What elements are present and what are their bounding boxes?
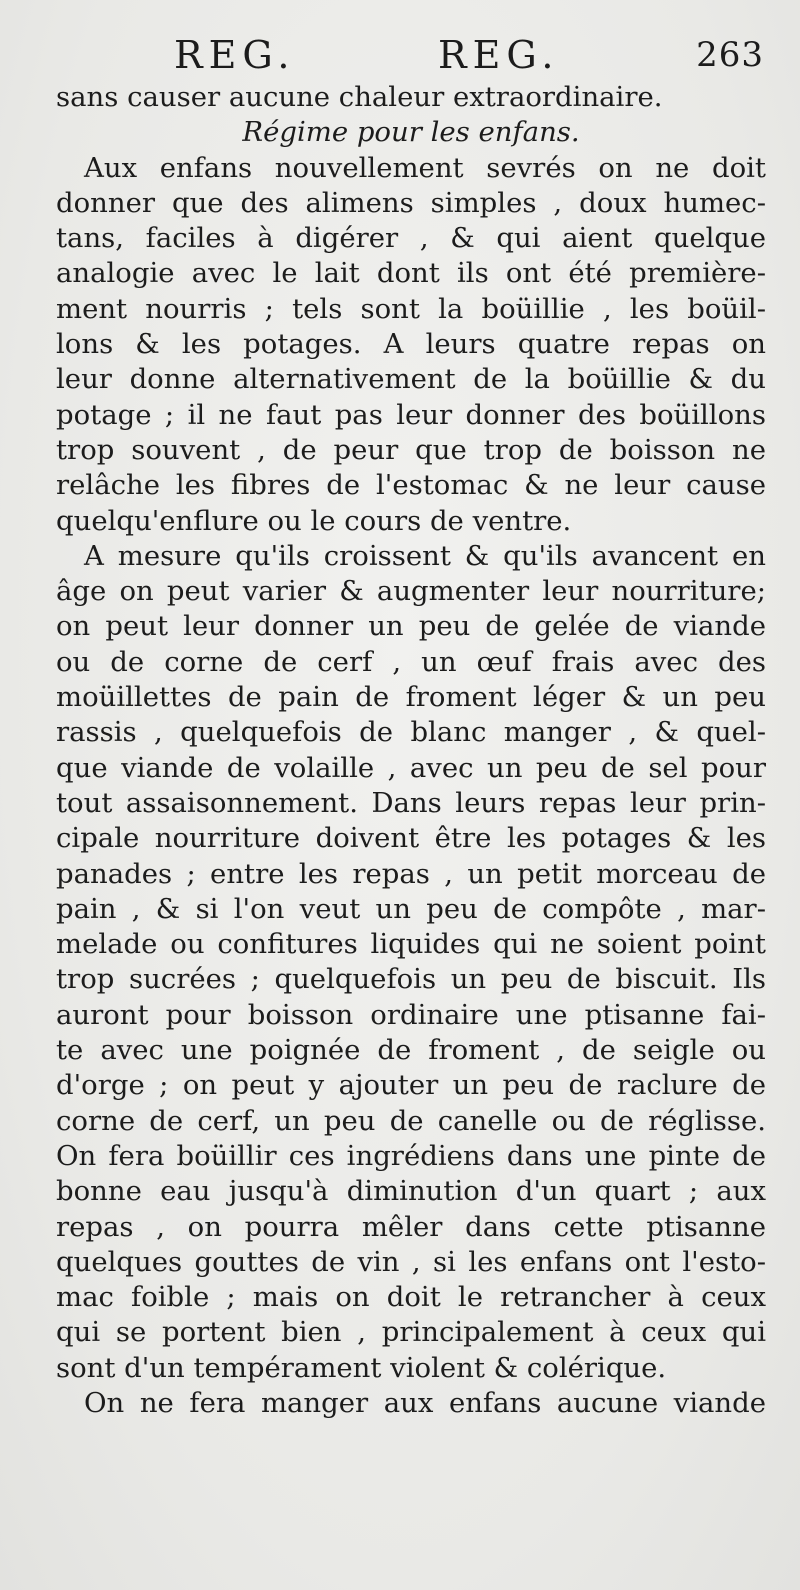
running-head-right: REG. <box>438 33 560 77</box>
text-line: cipale nourriture doivent être les potages & les <box>56 822 766 855</box>
text-line: que viande de volaille , avec un peu de sel pour <box>56 751 766 784</box>
text-line: donner que des alimens simples , doux humec- <box>56 186 766 219</box>
text-line: sans causer aucune chaleur extraordinaire. <box>56 81 663 113</box>
text-line: quelqu'enflure ou le cours de ventre. <box>56 504 572 537</box>
text-line: trop sucrées ; quelquefois un peu de biscuit. Ils <box>56 963 766 996</box>
text-line: rassis , quelquefois de blanc manger , & quel- <box>56 716 766 749</box>
text-line: moüillettes de pain de froment léger & un peu <box>56 681 766 714</box>
text-line: pain , & si l'on veut un peu de compôte , mar- <box>56 892 766 925</box>
text-line: On ne fera manger aux enfans aucune viande <box>84 1386 766 1419</box>
text-line: A mesure qu'ils croissent & qu'ils avancent en <box>84 539 766 572</box>
text-line: d'orge ; on peut y ajouter un peu de raclure de <box>56 1069 766 1102</box>
text-line: bonne eau jusqu'à diminution d'un quart ; aux <box>56 1175 766 1208</box>
text-line: relâche les fibres de l'estomac & ne leur cause <box>56 469 766 502</box>
page-number: 263 <box>696 35 764 75</box>
text-line: melade ou confitures liquides qui ne soient point <box>56 928 766 961</box>
text-line: quelques gouttes de vin , si les enfans ont l'esto- <box>56 1245 766 1278</box>
text-line: ment nourris ; tels sont la boüillie , les boüil- <box>56 292 766 325</box>
text-line: sont d'un tempérament violent & colérique. <box>56 1351 667 1384</box>
text-line: te avec une poignée de froment , de seigle ou <box>56 1034 766 1067</box>
text-line: corne de cerf, un peu de canelle ou de réglisse. <box>56 1104 766 1137</box>
text-line: On fera boüillir ces ingrédiens dans une pinte de <box>56 1139 766 1172</box>
text-line: mac foible ; mais on doit le retrancher à ceux <box>56 1281 766 1314</box>
body-text <box>56 80 766 1421</box>
text-line: qui se portent bien , principalement à ceux qui <box>56 1316 766 1349</box>
running-head-left: REG. <box>174 33 296 77</box>
text-line: analogie avec le lait dont ils ont été première- <box>56 257 766 290</box>
text-line: ou de corne de cerf , un œuf frais avec des <box>56 645 766 678</box>
page-header <box>0 30 800 80</box>
section-heading: Régime pour les enfans. <box>242 116 580 149</box>
text-line: repas , on pourra mêler dans cette ptisanne <box>56 1210 766 1243</box>
text-line: on peut leur donner un peu de gelée de viande <box>56 610 766 643</box>
text-line: âge on peut varier & augmenter leur nourriture; <box>56 575 766 608</box>
text-line: auront pour boisson ordinaire une ptisanne fai- <box>56 998 766 1031</box>
text-line: potage ; il ne faut pas leur donner des boüillons <box>56 398 766 431</box>
text-line: tans, faciles à digérer , & qui aient quelque <box>56 222 766 255</box>
text-line: Aux enfans nouvellement sevrés on ne doit <box>84 151 766 184</box>
text-line: panades ; entre les repas , un petit morceau de <box>56 857 766 890</box>
text-line: trop souvent , de peur que trop de boisson ne <box>56 433 766 466</box>
text-line: leur donne alternativement de la boüillie & du <box>56 363 766 396</box>
text-line: tout assaisonnement. Dans leurs repas leur prin- <box>56 786 766 819</box>
text-line: lons & les potages. A leurs quatre repas on <box>56 328 766 361</box>
